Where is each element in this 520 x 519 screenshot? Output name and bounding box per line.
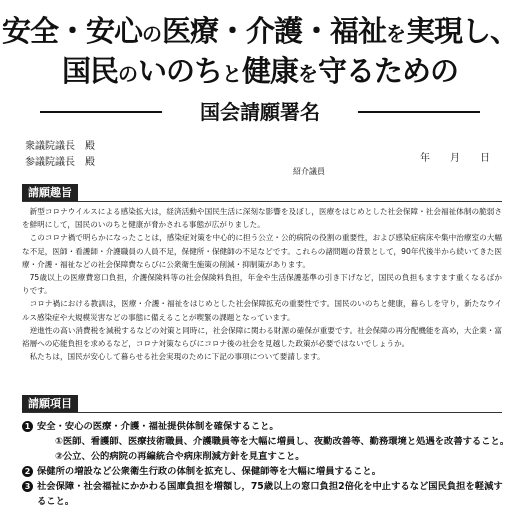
title-text: 守るための <box>318 54 459 88</box>
request-subitem <box>22 449 507 464</box>
title-text: 国民 <box>61 54 118 88</box>
title-text: 健康 <box>242 54 299 88</box>
purpose-paragraph: 75歳以上の医療費窓口負担，介護保険料等の社会保険料負担，年金や生活保護基準の引き下げなど，国民の負担もますます重くなるばかりです。 <box>22 273 502 296</box>
title-text: いのち <box>137 54 222 88</box>
title-particle: と <box>222 62 242 86</box>
purpose-paragraph: このコロナ禍で明らかになったことは，感染症対策を中心的に担う公立・公的病院の役割の重要性，および感染症病床や集中治療室の大幅な不足，医師・看護師・介護職員の人員不足，保健所・保健師の不足などです。これらの諸問題の背景として，90年代後半から続いてきた医療・介護・福祉などの社会保障費ならびに公衆衛生施策の削減・抑制策があります。 <box>22 233 502 269</box>
addressee-house-of-representatives: 衆議院議長 殿 <box>25 141 95 152</box>
purpose-body <box>22 205 502 363</box>
introducer-label: 紹介議員 <box>293 167 325 176</box>
title-particle: を <box>386 22 406 46</box>
date-field <box>420 149 510 164</box>
title-text: 医療・介護・福祉 <box>161 14 386 48</box>
request-subitem-text: ①医師、看護師、医療技術職員、介護職員等を大幅に増員し、夜勤改善等、勤務環境と処遇を改善すること。 <box>55 436 510 447</box>
purpose-paragraph: コロナ禍における教訓は，医療・介護・福祉をはじめとした社会保障拡充の重要性です。国民のいのちと健康，暮らしを守り，新たなウイルス感染症や大規模災害などの事態に備えることが喫緊の課題となっています。 <box>22 299 502 322</box>
request-item-text: 保健所の増設など公衆衛生行政の体制を拡充し、保健師等を大幅に増員すること。 <box>37 466 381 477</box>
item-number-badge: 3 <box>22 481 33 492</box>
request-item-text: 社会保障・社会福祉にかかわる国庫負担を増額し，75歳以上の窓口負担2倍化を中止するなど国民負担を軽減すること。 <box>37 481 503 507</box>
title-particle: の <box>117 62 138 86</box>
title-line-1 <box>0 14 520 51</box>
request-item <box>22 464 507 479</box>
request-subitem-text: ②公立、公的病院の再編統合や病床削減方針を見直すこと。 <box>55 451 305 462</box>
purpose-paragraph: 私たちは，国民が安心して暮らせる社会実現のために下記の事項について要請します。 <box>29 352 325 362</box>
request-item <box>22 479 507 509</box>
request-subitem <box>22 434 510 449</box>
title-line-2 <box>0 54 520 91</box>
purpose-heading: 請願趣旨 <box>22 184 78 201</box>
purpose-rule <box>22 201 502 202</box>
requests-list <box>22 419 510 509</box>
purpose-paragraph: 逆進性の高い消費税を減税するなどの対策と同時に，社会保障に関わる財源の確保が重要です。社会保障の再分配機能を高め，大企業・富裕層への応能負担を求めるなど，コロナ対策ならびにコロナ後の社会を見越した政策が必要ではないでしょうか。 <box>22 325 502 349</box>
requests-rule <box>22 412 502 413</box>
title-text: 実現し、 <box>406 14 519 48</box>
requests-heading: 請願項目 <box>22 395 78 412</box>
subtitle-row <box>40 100 480 124</box>
date-year-label: 年 <box>420 153 430 164</box>
purpose-paragraph: 新型コロナウイルスによる感染拡大は，経済活動や国民生活に深刻な影響を及ぼし，医療をはじめとした社会保障・社会福祉体制の脆弱さを鮮明にして，国民のいのちと健康が脅かされる事態が広がりました。 <box>22 207 502 230</box>
subtitle-rule-right <box>358 111 480 113</box>
request-item <box>22 419 507 434</box>
title-particle: を <box>298 62 319 86</box>
title-text: 安全・安心 <box>1 14 142 48</box>
date-month-label: 月 <box>450 153 460 164</box>
date-day-label: 日 <box>480 153 490 164</box>
request-item-text: 安全・安心の医療・介護・福祉提供体制を確保すること。 <box>37 421 279 432</box>
subtitle: 国会請願署名 <box>200 100 320 124</box>
addressee-house-of-councillors: 参議院議長 殿 <box>25 157 95 168</box>
item-number-badge: 1 <box>22 421 33 432</box>
title-particle: の <box>141 22 162 46</box>
item-number-badge: 2 <box>22 466 33 477</box>
